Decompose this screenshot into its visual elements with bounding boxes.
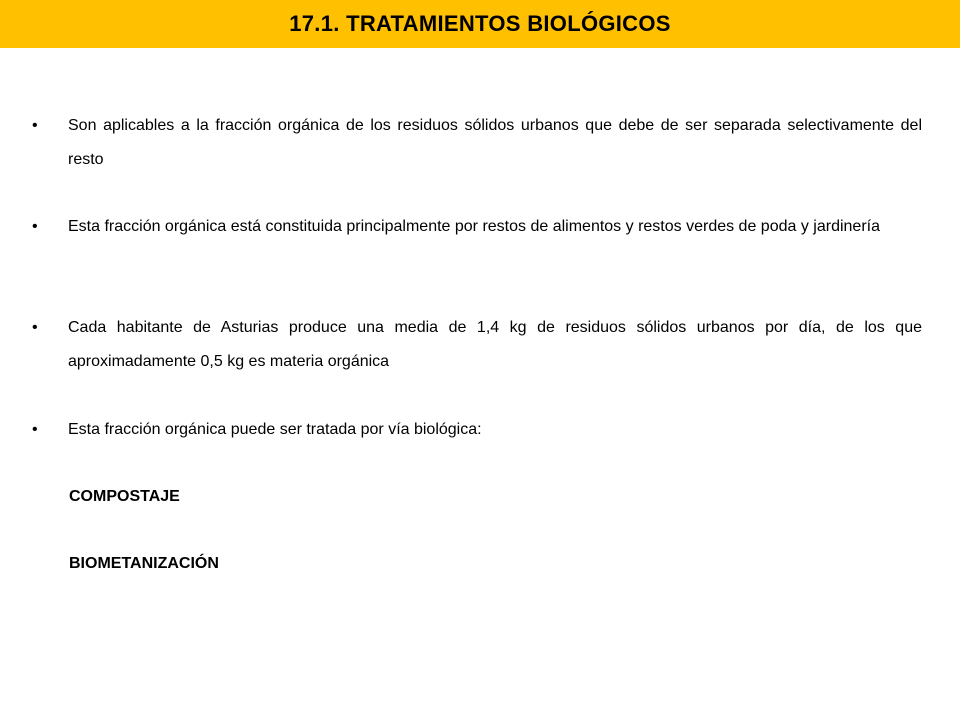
bullet-text: Esta fracción orgánica puede ser tratada por vía biológica: xyxy=(68,421,482,438)
slide-title: 17.1. TRATAMIENTOS BIOLÓGICOS xyxy=(289,11,671,36)
bullet-text: Son aplicables a la fracción orgánica de los residuos sólidos urbanos que debe de ser separada selectivamente del resto xyxy=(68,117,922,168)
bullet-item xyxy=(30,210,922,244)
bullet-dot-icon: • xyxy=(32,319,38,336)
bullet-text: Esta fracción orgánica está constituida principalmente por restos de alimentos y restos verdes de poda y jardinería xyxy=(68,218,880,235)
bullet-dot-icon: • xyxy=(32,218,38,235)
bullet-dot-icon: • xyxy=(32,117,38,134)
bullet-item xyxy=(30,109,922,177)
bullet-item xyxy=(30,413,922,447)
method-biometanizacion: BIOMETANIZACIÓN xyxy=(69,555,219,572)
method-compostaje: COMPOSTAJE xyxy=(69,488,180,505)
bullet-item xyxy=(30,311,922,379)
bullet-dot-icon: • xyxy=(32,421,38,438)
bullet-text: Cada habitante de Asturias produce una media de 1,4 kg de residuos sólidos urbanos por día, de los que aproximadamente 0,5 kg es materia orgánica xyxy=(68,319,922,370)
